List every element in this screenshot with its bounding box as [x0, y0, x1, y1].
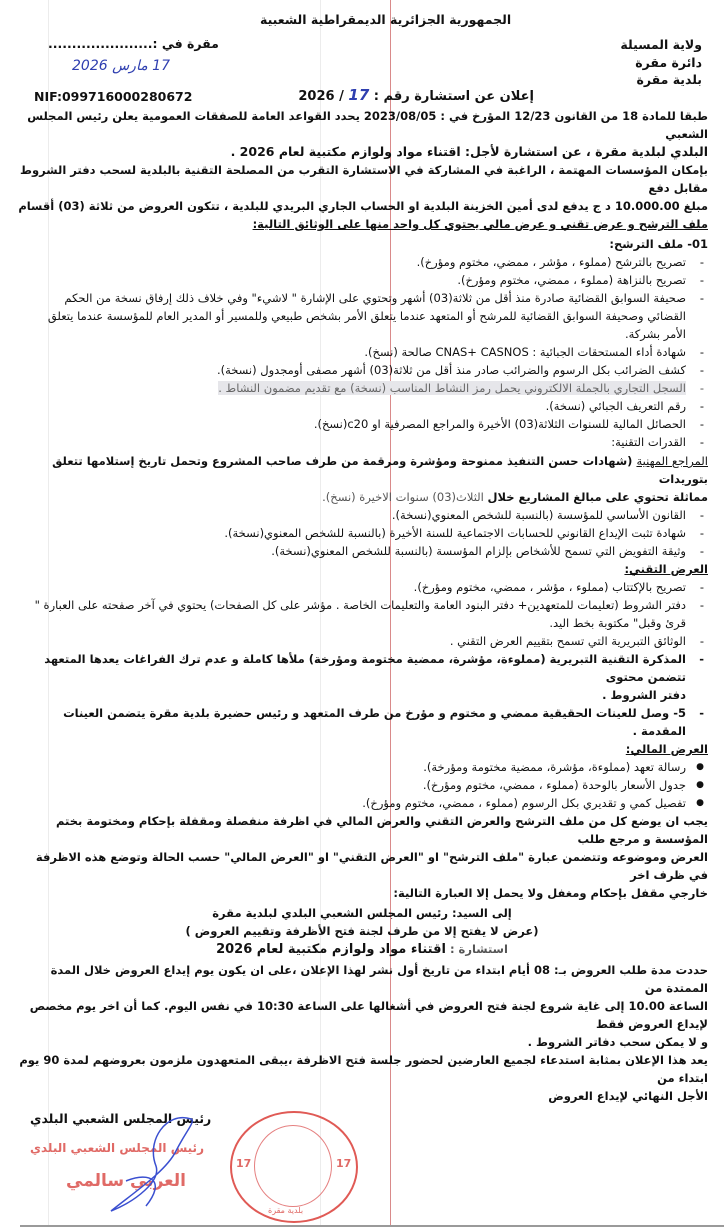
intro-paragraph — [16, 107, 708, 233]
wilaya: ولاية المسيلة — [620, 37, 702, 52]
item-text: القضائي وصحيفة السوابق القضائية للمرشح أو المتعهد عندما يتعلق الأمر بشخص طبيعي وللمسير أو المدير العام للمؤسسة عندما يتعلق — [47, 309, 686, 323]
list-item: - وثيقة التفويض التي تسمح للأشخاص بإلزام المؤسسة (بالنسبة للشخص المعنوي(نسخة). — [16, 542, 708, 560]
address-note: (عرض لا يفتح إلا من طرف لجنة فتح الأظرفة وتقييم العروض ) — [185, 924, 539, 938]
candidacy-heading: 01- ملف الترشح: — [609, 237, 708, 251]
place-date-label: مقرة في :...................... — [48, 36, 219, 51]
item-text: شهادة أداء المستحقات الجبائية : CNAS+ CASNOS صالحة (نسخ). — [364, 345, 686, 359]
subject-label: استشارة : — [449, 942, 508, 956]
list-item: - 5- وصل للعينات الحقيقية ممضي و مختوم و مؤرخ من طرف المتعهد و رئيس حضيرة بلدية مقرة يتضمن العينات المقدمة . — [16, 704, 708, 740]
item-text: رقم التعريف الجبائي (نسخة). — [545, 399, 686, 413]
seal-bottom-text: بلدية مقرة — [268, 1206, 304, 1215]
official-seal-inner — [254, 1125, 332, 1207]
paragraph-line: خارجي مقفل بإحكام ومغفل ولا يحمل إلا العبارة التالية: — [393, 886, 708, 900]
list-item: - القانون الأساسي للمؤسسة (بالنسبة للشخص المعنوي(نسخة). — [16, 506, 708, 524]
item-text: تفصيل كمي و تقديري بكل الرسوم (مملوء ، ممضي، مختوم ومؤرخ). — [362, 796, 686, 810]
name-stamp-title: رئيس المجلس الشعبي البلدي — [30, 1141, 204, 1155]
item-text: المذكرة التقنية التبريرية (مملوءة، مؤشرة، ممضية مختومة ومؤرخة) ملأها كاملة و عدم ترك الفراغات يعدها المتعهد تتضمن محتوى — [44, 652, 686, 684]
intro-line: بإمكان المؤسسات المهتمة ، الراغبة في المشاركة في الاستشارة التقرب من المصلحة التقنية بالبلدية لسحب دفتر الشروط مقابل دفع — [20, 163, 708, 195]
intro-line: ملف الترشح و عرض تقني و عرض مالي يحتوي كل واحد منها على الوثائق التالية: — [252, 217, 708, 231]
intro-line: مبلغ 10.000.00 د ج يدفع لدى أمين الخزينة البلدية او الحساب الجاري البريدي للبلدية ، تتكون العروض من ثلاثة (03) أقسام — [18, 199, 708, 213]
item-text: رسالة تعهد (مملوءة، مؤشرة، ممضية مختومة ومؤرخة). — [423, 760, 686, 774]
item-text: صحيفة السوابق القضائية صادرة منذ أقل من ثلاثة(03) أشهر وتحتوي على الإشارة " لاشيء" وفي خلاف ذلك إرفاق نسخة من الحكم — [64, 291, 686, 305]
intro-line: طبقا للمادة 18 من القانون 12/23 المؤرخ في : 2023/08/05 يحدد القواعد العامة للصفقات العمومية يعلن رئيس المجلس الشعبي — [27, 109, 708, 141]
paragraph-line: يعد هذا الإعلان بمثابة استدعاء لجميع العارضين لحضور جلسة فتح الاظرفة ،يبقى المتعهدون ملزمون بعروضهم لمدة 90 يوم ابتداء من — [19, 1053, 708, 1085]
item-text: تصريح بالنزاهة (مملوء ، ممضي، مختوم ومؤرخ). — [457, 273, 686, 287]
references-label: المراجع المهنية — [636, 454, 708, 468]
paragraph-line: الساعة 10.00 إلى غاية شروع لجنة فتح العروض في أشغالها على الساعة 10:30 في نفس اليوم. كما أن اخر يوم مخصص لإيداع العروض فقط — [29, 999, 708, 1031]
paragraph-line: يجب ان يوضع كل من ملف الترشح والعرض التقني والعرض المالي في اظرفة منفصلة ومقفلة بإحكام ومختومة بختم المؤسسة و مرجع طلب — [56, 814, 708, 846]
item-text: كشف الضرائب بكل الرسوم والضرائب صادر منذ أقل من ثلاثة(03) أشهر مصفى أومجدول (نسخة). — [216, 363, 686, 377]
subject-text: اقتناء مواد ولوازم مكتبية لعام 2026 — [216, 942, 446, 957]
announcement-number: 17 — [348, 86, 370, 104]
list-item: - تصريح بالنزاهة (مملوء ، ممضي، مختوم ومؤرخ). — [16, 271, 708, 289]
paragraph-line: الأجل النهائي لإيداع العروض — [548, 1089, 708, 1103]
item-text: دفتر الشروط . — [602, 688, 686, 702]
seal-number-right: 17 — [336, 1157, 352, 1170]
references-text: (شهادات حسن التنفيذ ممنوحة ومؤشرة ومرقمة من طرف صاحب المشروع وتحمل تاريخ إستلامها تتعلق بتوريدات — [52, 454, 708, 486]
item-text: الحصائل المالية للسنوات الثلاثة(03) الأخيرة والمراجع المصرفية او c20(نسخ). — [313, 417, 686, 431]
name-stamp-name: العربي سالمي — [66, 1171, 186, 1191]
list-item: - صحيفة السوابق القضائية صادرة منذ أقل من ثلاثة(03) أشهر وتحتوي على الإشارة " لاشيء" وفي خلاف ذلك إرفاق نسخة من الحكم القضائي وصحيفة السوابق القضائية للمرشح أو المتعهد عندما يتعلق الأمر بشخص طبيعي وللمسير أو المدير العام للمؤسسة عندما يتعلق الأمر بشركة. — [16, 289, 708, 343]
list-item: - تصريح بالإكتتاب (مملوء ، مؤشر ، ممضي، مختوم ومؤرخ). — [16, 578, 708, 596]
paragraph-line: و لا يمكن سحب دفاتر الشروط . — [527, 1035, 708, 1049]
address-to: إلى السيد: رئيس المجلس الشعبي البلدي لبلدية مقرة — [212, 906, 512, 920]
item-text: قرئ وقبل" مكتوبة بخط اليد. — [549, 616, 686, 630]
list-item: ● جدول الأسعار بالوحدة (مملوء ، ممضي، مختوم ومؤرخ). — [16, 776, 708, 794]
invitation-paragraph — [16, 1051, 708, 1105]
list-item: - رقم التعريف الجبائي (نسخة). — [16, 397, 708, 415]
nif-number: NIF:099716000280672 — [34, 89, 193, 104]
item-text: القدرات التقنية: — [611, 435, 686, 449]
handwritten-date: 17 مارس 2026 — [72, 58, 170, 74]
handwritten-signature — [96, 1111, 206, 1216]
list-item: - السجل التجاري بالجملة الالكتروني يحمل رمز النشاط المناسب (نسخة) مع تقديم مضمون النشاط . — [218, 381, 704, 395]
document-body — [16, 107, 708, 1105]
item-text: تصريح بالإكتتاب (مملوء ، مؤشر ، ممضي، مختوم ومؤرخ). — [413, 580, 686, 594]
list-item: ● تفصيل كمي و تقديري بكل الرسوم (مملوء ، ممضي، مختوم ومؤرخ). — [16, 794, 708, 812]
financial-heading: العرض المالي: — [625, 742, 708, 756]
financial-list — [16, 758, 708, 812]
item-text: شهادة تثبت الإيداع القانوني للحسابات الاجتماعية للسنة الأخيرة (بالنسبة للشخص المعنوي(نسخة). — [224, 526, 686, 540]
item-text: دفتر الشروط (تعليمات للمتعهدين+ دفتر البنود العامة والتعليمات الخاصة . مؤشر على كل الصفحات) يحتوي في آخر صفحته على العبارة " — [34, 598, 686, 612]
paragraph-line: العرض وموضوعه وتتضمن عبارة "ملف الترشح" او "العرض التقني" او "العرض المالي" حسب الحالة وتوضع هذه الاظرفة في ظرف اخر — [35, 850, 708, 882]
list-item: - شهادة أداء المستحقات الجبائية : CNAS+ CASNOS صالحة (نسخ). — [16, 343, 708, 361]
deadline-paragraph — [16, 961, 708, 1051]
candidacy-list-2 — [16, 506, 708, 560]
intro-line: البلدي لبلدية مقرة ، عن استشارة لأجل: اقتناء مواد ولوازم مكتبية لعام 2026 . — [230, 144, 708, 159]
administration-block — [620, 36, 702, 89]
paragraph-line: حددت مدة طلب العروض بـ: 08 أيام ابتداء من تاريخ أول نشر لهذا الإعلان ،على ان يكون يوم إيداع العروض خلال المدة الممتدة من — [50, 963, 708, 995]
item-text: الأمر بشركة. — [624, 327, 686, 341]
announcement-title — [298, 86, 534, 104]
seal-number-left: 17 — [236, 1157, 252, 1170]
announcement-label: إعلان عن استشارة رقم : — [373, 89, 534, 104]
list-item: - القدرات التقنية: — [16, 433, 708, 451]
list-item: - الحصائل المالية للسنوات الثلاثة(03) الأخيرة والمراجع المصرفية او c20(نسخ). — [16, 415, 708, 433]
announcement-year: / 2026 — [298, 89, 344, 104]
list-item: - دفتر الشروط (تعليمات للمتعهدين+ دفتر البنود العامة والتعليمات الخاصة . مؤشر على كل الصفحات) يحتوي في آخر صفحته على العبارة " قرئ وقبل" مكتوبة بخط اليد. — [16, 596, 708, 632]
references-text: مماثلة تحتوي على مبالغ المشاريع خلال — [487, 490, 708, 504]
list-item: ● رسالة تعهد (مملوءة، مؤشرة، ممضية مختومة ومؤرخة). — [16, 758, 708, 776]
item-text: جدول الأسعار بالوحدة (مملوء ، ممضي، مختوم ومؤرخ). — [422, 778, 686, 792]
list-item: - شهادة تثبت الإيداع القانوني للحسابات الاجتماعية للسنة الأخيرة (بالنسبة للشخص المعنوي(نسخة). — [16, 524, 708, 542]
technical-list — [16, 578, 708, 740]
address-block — [16, 904, 708, 959]
signatory-title: رئيس المجلس الشعبي البلدي — [30, 1111, 212, 1126]
commune: بلدية مقرة — [636, 72, 702, 87]
item-text: وثيقة التفويض التي تسمح للأشخاص بإلزام المؤسسة (بالنسبة للشخص المعنوي(نسخة). — [271, 544, 686, 558]
item-text: 5- وصل للعينات الحقيقية ممضي و مختوم و مؤرخ من طرف المتعهد و رئيس حضيرة بلدية مقرة يتضمن العينات المقدمة . — [63, 706, 686, 738]
item-text: الوثائق التبريرية التي تسمح بتقييم العرض التقني . — [449, 634, 686, 648]
list-item: - الوثائق التبريرية التي تسمح بتقييم العرض التقني . — [16, 632, 708, 650]
technical-heading: العرض التقني: — [624, 562, 708, 576]
envelopes-paragraph — [16, 812, 708, 902]
item-text: تصريح بالترشح (مملوء ، مؤشر ، ممضي، مختوم ومؤرخ). — [416, 255, 686, 269]
daira: دائرة مقرة — [635, 54, 702, 70]
candidacy-list — [16, 253, 708, 451]
list-item: - تصريح بالترشح (مملوء ، مؤشر ، ممضي، مختوم ومؤرخ). — [16, 253, 708, 271]
list-item: - المذكرة التقنية التبريرية (مملوءة، مؤشرة، ممضية مختومة ومؤرخة) ملأها كاملة و عدم ترك الفراغات يعدها المتعهد تتضمن محتوى دفتر الشروط . — [16, 650, 708, 704]
list-item: - كشف الضرائب بكل الرسوم والضرائب صادر منذ أقل من ثلاثة(03) أشهر مصفى أومجدول (نسخة). — [16, 361, 708, 379]
references-text: الثلاث(03) سنوات الاخيرة (نسخ). — [322, 490, 484, 504]
item-text: السجل التجاري بالجملة الالكتروني يحمل رمز النشاط المناسب (نسخة) مع تقديم مضمون النشاط . — [218, 381, 686, 395]
item-text: القانون الأساسي للمؤسسة (بالنسبة للشخص المعنوي(نسخة). — [391, 508, 686, 522]
republic-heading: الجمهورية الجزائرية الديمقراطية الشعبية — [260, 12, 512, 27]
professional-references — [16, 452, 708, 506]
signature-area — [16, 1111, 708, 1221]
